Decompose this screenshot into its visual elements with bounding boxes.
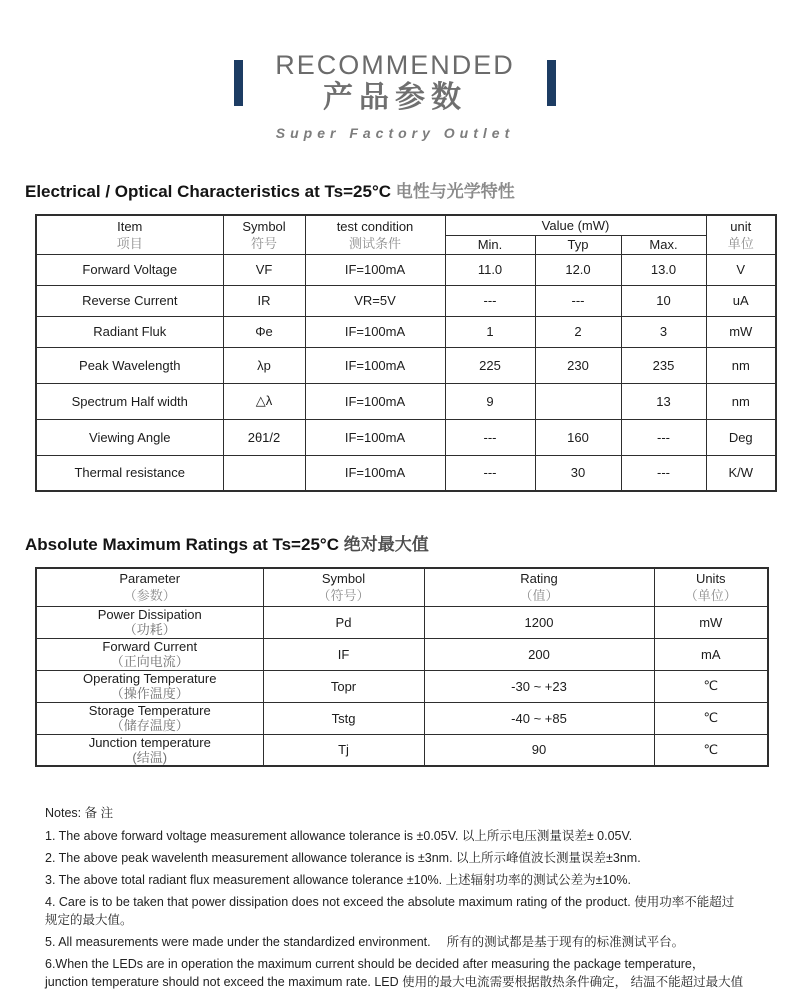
symbol-cell: λp	[223, 347, 305, 383]
unit-cell: uA	[706, 285, 776, 316]
col-header-symbol: Symbol （符号）	[263, 568, 424, 606]
note-item: 2. The above peak wavelenth measurement allowance tolerance is ±3nm. 以上所示峰值波长测量误差±3nm.	[45, 851, 641, 865]
note-item: 5. All measurements were made under the standardized environment. 所有的测试都是基于现有的标准测试平台。	[45, 935, 685, 949]
note-item: 4. Care is to be taken that power dissipation does not exceed the absolute maximum rating of the product. 使用功率不能超过规定的最大值。	[45, 895, 735, 927]
symbol-cell: Pd	[263, 606, 424, 638]
item-cell: Reverse Current	[36, 285, 223, 316]
max-cell: 13	[621, 383, 706, 419]
symbol-cell: Tj	[263, 734, 424, 766]
item-cell: Viewing Angle	[36, 419, 223, 455]
table-row	[36, 638, 768, 670]
electrical-optical-table	[35, 214, 777, 492]
typ-cell: 230	[535, 347, 621, 383]
section1-heading-en: Electrical / Optical Characteristics at Ts=25°C	[25, 182, 392, 201]
parameter-cell: Power Dissipation （功耗）	[36, 606, 263, 638]
min-cell: 11.0	[445, 254, 535, 285]
col-header-typ: Typ	[535, 235, 621, 254]
condition-cell: IF=100mA	[305, 254, 445, 285]
rating-cell: 1200	[424, 606, 654, 638]
symbol-cell: △λ	[223, 383, 305, 419]
page-title-cn: 产品参数	[322, 81, 467, 114]
typ-cell	[535, 383, 621, 419]
max-cell: ---	[621, 419, 706, 455]
table-row	[36, 383, 776, 419]
col-header-rating: Rating （值）	[424, 568, 654, 606]
col-header-condition: test condition 测试条件	[305, 215, 445, 254]
symbol-cell: IR	[223, 285, 305, 316]
symbol-cell: Φe	[223, 316, 305, 347]
col-header-item: Item 项目	[36, 215, 223, 254]
unit-cell: nm	[706, 383, 776, 419]
col-header-parameter: Parameter （参数）	[36, 568, 263, 606]
table-row	[36, 455, 776, 491]
hero-subtitle: Super Factory Outlet	[275, 125, 515, 141]
units-cell: ℃	[654, 702, 768, 734]
typ-cell: ---	[535, 285, 621, 316]
unit-cell: Deg	[706, 419, 776, 455]
table-row	[36, 606, 768, 638]
max-cell: 10	[621, 285, 706, 316]
notes-section	[45, 803, 745, 991]
rating-cell: -40 ~ +85	[424, 702, 654, 734]
symbol-cell: 2θ1/2	[223, 419, 305, 455]
units-cell: ℃	[654, 734, 768, 766]
min-cell: 225	[445, 347, 535, 383]
item-cell: Spectrum Half width	[36, 383, 223, 419]
item-cell: Forward Voltage	[36, 254, 223, 285]
col-header-max: Max.	[621, 235, 706, 254]
units-cell: mA	[654, 638, 768, 670]
table-row	[36, 419, 776, 455]
section1-heading-cn: 电性与光学特性	[395, 182, 515, 201]
symbol-cell: Topr	[263, 670, 424, 702]
item-cell: Peak Wavelength	[36, 347, 223, 383]
condition-cell: IF=100mA	[305, 316, 445, 347]
symbol-cell: IF	[263, 638, 424, 670]
absolute-maximum-ratings-table	[35, 567, 769, 767]
parameter-cell: Operating Temperature （操作温度）	[36, 670, 263, 702]
min-cell: ---	[445, 455, 535, 491]
typ-cell: 2	[535, 316, 621, 347]
parameter-cell: Storage Temperature （储存温度）	[36, 702, 263, 734]
table-row	[36, 316, 776, 347]
col-header-units: Units （单位）	[654, 568, 768, 606]
min-cell: 1	[445, 316, 535, 347]
unit-cell: K/W	[706, 455, 776, 491]
typ-cell: 160	[535, 419, 621, 455]
section2-heading	[25, 530, 790, 555]
rating-cell: 90	[424, 734, 654, 766]
table-row	[36, 285, 776, 316]
section2-heading-cn: 绝对最大值	[343, 535, 429, 554]
table-row	[36, 702, 768, 734]
min-cell: 9	[445, 383, 535, 419]
max-cell: 235	[621, 347, 706, 383]
rating-cell: -30 ~ +23	[424, 670, 654, 702]
max-cell: ---	[621, 455, 706, 491]
condition-cell: IF=100mA	[305, 455, 445, 491]
condition-cell: IF=100mA	[305, 347, 445, 383]
min-cell: ---	[445, 285, 535, 316]
condition-cell: IF=100mA	[305, 383, 445, 419]
note-item: 3. The above total radiant flux measurement allowance tolerance ±10%. 上述辐射功率的测试公差为±10%.	[45, 873, 631, 887]
unit-cell: mW	[706, 316, 776, 347]
table-row	[36, 347, 776, 383]
rating-cell: 200	[424, 638, 654, 670]
section1-heading	[25, 177, 790, 202]
col-header-symbol: Symbol 符号	[223, 215, 305, 254]
table2-header-row	[36, 568, 768, 606]
left-accent-bar	[234, 60, 243, 106]
table-row	[36, 670, 768, 702]
note-item: 6.When the LEDs are in operation the maximum current should be decided after measuring the package temperature， junction temperature should not exceed the maximum rate. LED 使用的最大电流需要根据散热条件确定， 结温不能超过最大值	[45, 957, 744, 989]
hero-header	[0, 0, 790, 141]
unit-cell: V	[706, 254, 776, 285]
table1-header-row	[36, 215, 776, 235]
units-cell: mW	[654, 606, 768, 638]
recommended-label: RECOMMENDED	[275, 50, 515, 80]
item-cell: Radiant Fluk	[36, 316, 223, 347]
symbol-cell: VF	[223, 254, 305, 285]
table-row	[36, 734, 768, 766]
right-accent-bar	[547, 60, 556, 106]
parameter-cell: Junction temperature (结温)	[36, 734, 263, 766]
col-header-min: Min.	[445, 235, 535, 254]
note-item: 1. The above forward voltage measurement allowance tolerance is ±0.05V. 以上所示电压测量误差± 0.05V.	[45, 829, 633, 843]
units-cell: ℃	[654, 670, 768, 702]
parameter-cell: Forward Current （正向电流）	[36, 638, 263, 670]
typ-cell: 30	[535, 455, 621, 491]
notes-label: Notes: 备 注	[45, 806, 114, 820]
max-cell: 3	[621, 316, 706, 347]
symbol-cell	[223, 455, 305, 491]
table-row	[36, 254, 776, 285]
unit-cell: nm	[706, 347, 776, 383]
condition-cell: IF=100mA	[305, 419, 445, 455]
col-header-value-group: Value (mW)	[445, 215, 706, 235]
section2-heading-en: Absolute Maximum Ratings at Ts=25°C	[25, 535, 339, 554]
symbol-cell: Tstg	[263, 702, 424, 734]
typ-cell: 12.0	[535, 254, 621, 285]
col-header-unit: unit 单位	[706, 215, 776, 254]
item-cell: Thermal resistance	[36, 455, 223, 491]
max-cell: 13.0	[621, 254, 706, 285]
min-cell: ---	[445, 419, 535, 455]
condition-cell: VR=5V	[305, 285, 445, 316]
